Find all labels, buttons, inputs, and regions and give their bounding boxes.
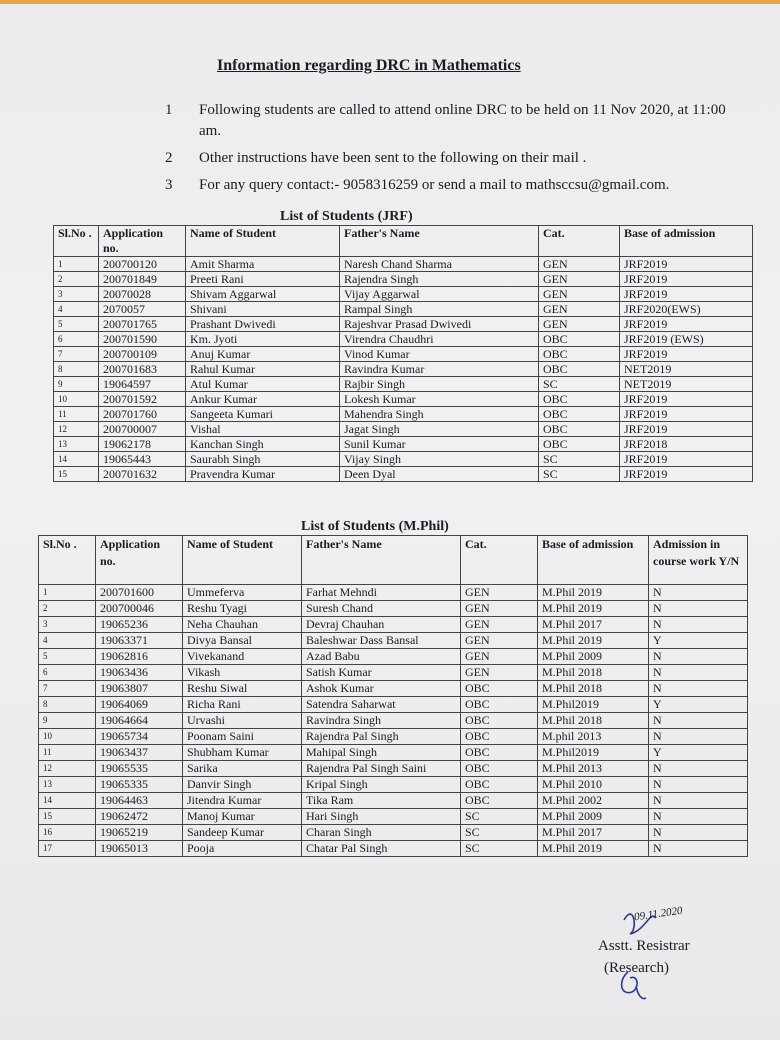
table-cell: Satish Kumar	[302, 665, 461, 681]
table-cell: Vikash	[183, 665, 302, 681]
table-cell: Lokesh Kumar	[340, 392, 539, 407]
table-cell: 13	[39, 777, 96, 793]
instruction-item	[165, 148, 745, 169]
table-row	[39, 809, 748, 825]
table-cell: OBC	[539, 332, 620, 347]
table-cell: JRF2019	[620, 347, 753, 362]
column-header: Name of Student	[186, 226, 340, 257]
table-cell: M.Phil 2009	[538, 809, 649, 825]
table-cell: 5	[39, 649, 96, 665]
table-cell: M.phil 2013	[538, 729, 649, 745]
table-cell: Rajbir Singh	[340, 377, 539, 392]
table-cell: Y	[649, 745, 748, 761]
table-row	[54, 347, 753, 362]
table-row	[39, 649, 748, 665]
table-cell: N	[649, 777, 748, 793]
table-cell: 17	[39, 841, 96, 857]
table-cell: JRF2020(EWS)	[620, 302, 753, 317]
table-cell: 19065236	[96, 617, 183, 633]
instruction-number: 1	[165, 102, 173, 118]
table-cell: N	[649, 825, 748, 841]
column-header: Cat.	[539, 226, 620, 257]
table-cell: 200701760	[99, 407, 186, 422]
table-cell: 200701600	[96, 585, 183, 601]
table-cell: M.Phil2019	[538, 745, 649, 761]
table-cell: SC	[461, 809, 538, 825]
table-cell: 1	[54, 257, 99, 272]
table-cell: Naresh Chand Sharma	[340, 257, 539, 272]
table-cell: Vishal	[186, 422, 340, 437]
table-cell: JRF2019	[620, 257, 753, 272]
table-cell: Y	[649, 633, 748, 649]
table-cell: N	[649, 761, 748, 777]
table-cell: 19062178	[99, 437, 186, 452]
table-cell: 19065734	[96, 729, 183, 745]
table-cell: SC	[461, 825, 538, 841]
table-cell: Pooja	[183, 841, 302, 857]
table-cell: SC	[539, 467, 620, 482]
table-cell: 19063371	[96, 633, 183, 649]
signatory-designation	[598, 935, 690, 979]
table-cell: Rajendra Pal Singh Saini	[302, 761, 461, 777]
table-cell: N	[649, 665, 748, 681]
table-cell: OBC	[539, 362, 620, 377]
table-cell: Ravindra Singh	[302, 713, 461, 729]
table-cell: OBC	[461, 761, 538, 777]
table-row	[39, 681, 748, 697]
table-cell: Richa Rani	[183, 697, 302, 713]
table-row	[54, 302, 753, 317]
column-header: Application no.	[99, 226, 186, 257]
table-cell: Urvashi	[183, 713, 302, 729]
table-cell: Satendra Saharwat	[302, 697, 461, 713]
table-row	[54, 287, 753, 302]
table-cell: OBC	[539, 407, 620, 422]
column-header: Father's Name	[302, 536, 461, 585]
table-cell: Y	[649, 697, 748, 713]
table-row	[39, 745, 748, 761]
table-cell: Tika Ram	[302, 793, 461, 809]
table-cell: 19063436	[96, 665, 183, 681]
table-cell: Prashant Dwivedi	[186, 317, 340, 332]
table-cell: OBC	[461, 713, 538, 729]
table-cell: JRF2019	[620, 272, 753, 287]
table-cell: 1	[39, 585, 96, 601]
document-title: Information regarding DRC in Mathematics	[217, 57, 521, 74]
table-cell: Deen Dyal	[340, 467, 539, 482]
column-header: Base of admission	[620, 226, 753, 257]
table-cell: 2070057	[99, 302, 186, 317]
table-cell: 200701592	[99, 392, 186, 407]
table-cell: 19064463	[96, 793, 183, 809]
table-cell: JRF2019	[620, 287, 753, 302]
table-cell: OBC	[461, 697, 538, 713]
table-cell: M.Phil 2019	[538, 601, 649, 617]
table-cell: Sangeeta Kumari	[186, 407, 340, 422]
table-cell: JRF2018	[620, 437, 753, 452]
table-cell: 14	[39, 793, 96, 809]
table-cell: N	[649, 601, 748, 617]
column-header: Admission in course work Y/N	[649, 536, 748, 585]
table-cell: GEN	[461, 585, 538, 601]
table-cell: N	[649, 649, 748, 665]
table-row	[39, 665, 748, 681]
table-header-row	[39, 536, 748, 585]
table-cell: Suresh Chand	[302, 601, 461, 617]
table-cell: 6	[54, 332, 99, 347]
instruction-text: For any query contact:- 9058316259 or send a mail to mathsccsu@gmail.com.	[199, 177, 670, 193]
table-row	[39, 585, 748, 601]
table-cell: Divya Bansal	[183, 633, 302, 649]
table-header-row	[54, 226, 753, 257]
table-cell: N	[649, 841, 748, 857]
table-cell: M.Phil 2018	[538, 665, 649, 681]
table-cell: Ashok Kumar	[302, 681, 461, 697]
table-cell: 2	[39, 601, 96, 617]
table-cell: OBC	[539, 437, 620, 452]
table-cell: OBC	[461, 681, 538, 697]
table-cell: Vinod Kumar	[340, 347, 539, 362]
table-cell: GEN	[461, 601, 538, 617]
table-cell: 19062472	[96, 809, 183, 825]
table-row	[54, 272, 753, 287]
table-cell: Rahul Kumar	[186, 362, 340, 377]
table-cell: M.Phil 2019	[538, 585, 649, 601]
table-cell: M.Phil 2009	[538, 649, 649, 665]
table-cell: M.Phil2019	[538, 697, 649, 713]
table-cell: GEN	[461, 633, 538, 649]
table-cell: 5	[54, 317, 99, 332]
table-cell: M.Phil 2010	[538, 777, 649, 793]
table-cell: Preeti Rani	[186, 272, 340, 287]
table-row	[39, 633, 748, 649]
table-cell: Azad Babu	[302, 649, 461, 665]
table-cell: 19063807	[96, 681, 183, 697]
table-cell: Baleshwar Dass Bansal	[302, 633, 461, 649]
table-cell: Vijay Singh	[340, 452, 539, 467]
table-cell: Mahipal Singh	[302, 745, 461, 761]
table-row	[39, 713, 748, 729]
table-cell: Sandeep Kumar	[183, 825, 302, 841]
instruction-item	[165, 100, 745, 142]
table-cell: GEN	[461, 649, 538, 665]
column-header: Father's Name	[340, 226, 539, 257]
designation-line: Asstt. Resistrar	[598, 938, 690, 954]
background-edge	[0, 0, 780, 4]
table-cell: M.Phil 2019	[538, 841, 649, 857]
table-cell: 9	[39, 713, 96, 729]
table-cell: 2	[54, 272, 99, 287]
table-cell: Saurabh Singh	[186, 452, 340, 467]
table-cell: 8	[39, 697, 96, 713]
table-cell: Pravendra Kumar	[186, 467, 340, 482]
table-cell: GEN	[539, 257, 620, 272]
table-cell: 15	[54, 467, 99, 482]
table-cell: JRF2019	[620, 317, 753, 332]
table-row	[39, 617, 748, 633]
column-header: Application no.	[96, 536, 183, 585]
table-cell: Reshu Tyagi	[183, 601, 302, 617]
table-cell: 19065443	[99, 452, 186, 467]
table-row	[54, 437, 753, 452]
table-cell: Chatar Pal Singh	[302, 841, 461, 857]
table-cell: 3	[39, 617, 96, 633]
table-cell: Devraj Chauhan	[302, 617, 461, 633]
instruction-text: Other instructions have been sent to the following on their mail .	[199, 150, 587, 166]
table-cell: Rampal Singh	[340, 302, 539, 317]
table-cell: Virendra Chaudhri	[340, 332, 539, 347]
table-row	[54, 332, 753, 347]
table-row	[39, 793, 748, 809]
table-cell: GEN	[461, 617, 538, 633]
table-cell: 11	[39, 745, 96, 761]
table-cell: Shivani	[186, 302, 340, 317]
table-cell: 12	[54, 422, 99, 437]
column-header: Name of Student	[183, 536, 302, 585]
table-cell: 4	[54, 302, 99, 317]
table-cell: Kripal Singh	[302, 777, 461, 793]
table-cell: M.Phil 2002	[538, 793, 649, 809]
table-cell: Sunil Kumar	[340, 437, 539, 452]
table-cell: 20070028	[99, 287, 186, 302]
table-cell: SC	[539, 452, 620, 467]
table-cell: Danvir Singh	[183, 777, 302, 793]
signature-date: 09.11.2020	[633, 904, 684, 924]
table-cell: NET2019	[620, 362, 753, 377]
table-cell: 7	[39, 681, 96, 697]
table-cell: 12	[39, 761, 96, 777]
table-cell: M.Phil 2018	[538, 713, 649, 729]
table-cell: GEN	[539, 302, 620, 317]
table-cell: N	[649, 729, 748, 745]
table-cell: 200701683	[99, 362, 186, 377]
table-cell: OBC	[461, 745, 538, 761]
table-cell: 11	[54, 407, 99, 422]
table-cell: Hari Singh	[302, 809, 461, 825]
table-cell: Reshu Siwal	[183, 681, 302, 697]
table-cell: 3	[54, 287, 99, 302]
table-row	[54, 392, 753, 407]
table-cell: N	[649, 617, 748, 633]
table-cell: Mahendra Singh	[340, 407, 539, 422]
table-cell: 16	[39, 825, 96, 841]
table-cell: M.Phil 2018	[538, 681, 649, 697]
table-row	[54, 422, 753, 437]
table-cell: 19064664	[96, 713, 183, 729]
table-cell: Vivekanand	[183, 649, 302, 665]
table-cell: Charan Singh	[302, 825, 461, 841]
table-cell: 19064597	[99, 377, 186, 392]
table-cell: 19065013	[96, 841, 183, 857]
table-cell: M.Phil 2019	[538, 633, 649, 649]
table-cell: 200700120	[99, 257, 186, 272]
table-row	[54, 317, 753, 332]
table-cell: 19065535	[96, 761, 183, 777]
table-cell: M.Phil 2017	[538, 617, 649, 633]
column-header: Base of admission	[538, 536, 649, 585]
table-row	[39, 729, 748, 745]
table-cell: 200701590	[99, 332, 186, 347]
table-cell: GEN	[539, 287, 620, 302]
table-cell: 19065219	[96, 825, 183, 841]
table-cell: 200700109	[99, 347, 186, 362]
table-cell: 9	[54, 377, 99, 392]
table-cell: Atul Kumar	[186, 377, 340, 392]
table-row	[54, 407, 753, 422]
table-cell: JRF2019	[620, 407, 753, 422]
table-row	[39, 841, 748, 857]
table-cell: OBC	[539, 347, 620, 362]
table-cell: Jagat Singh	[340, 422, 539, 437]
table-cell: 13	[54, 437, 99, 452]
instruction-item	[165, 175, 745, 196]
table-cell: JRF2019	[620, 392, 753, 407]
table-row	[39, 777, 748, 793]
table-cell: Jitendra Kumar	[183, 793, 302, 809]
table-row	[39, 601, 748, 617]
table-cell: M.Phil 2013	[538, 761, 649, 777]
mphil-students-table	[38, 535, 748, 857]
table-cell: Shivam Aggarwal	[186, 287, 340, 302]
table-cell: Ankur Kumar	[186, 392, 340, 407]
table-cell: 200700007	[99, 422, 186, 437]
table-cell: Vijay Aggarwal	[340, 287, 539, 302]
table-cell: 19064069	[96, 697, 183, 713]
table-cell: Ravindra Kumar	[340, 362, 539, 377]
table-cell: 6	[39, 665, 96, 681]
table-cell: Sarika	[183, 761, 302, 777]
table-cell: OBC	[461, 793, 538, 809]
column-header: Cat.	[461, 536, 538, 585]
table-cell: N	[649, 585, 748, 601]
table-row	[54, 467, 753, 482]
table-cell: JRF2019	[620, 467, 753, 482]
table-cell: Rajeshvar Prasad Dwivedi	[340, 317, 539, 332]
table-cell: 7	[54, 347, 99, 362]
table-row	[54, 452, 753, 467]
table-cell: M.Phil 2017	[538, 825, 649, 841]
instruction-list	[165, 100, 745, 202]
table-cell: GEN	[539, 272, 620, 287]
table-row	[54, 257, 753, 272]
table-cell: Km. Jyoti	[186, 332, 340, 347]
table-cell: Rajendra Pal Singh	[302, 729, 461, 745]
table-cell: Poonam Saini	[183, 729, 302, 745]
designation-line: (Research)	[604, 960, 669, 976]
table-cell: JRF2019	[620, 422, 753, 437]
table-cell: 200701765	[99, 317, 186, 332]
table-cell: 15	[39, 809, 96, 825]
table-cell: 19065335	[96, 777, 183, 793]
table-cell: OBC	[539, 422, 620, 437]
instruction-text: Following students are called to attend online DRC to be held on 11 Nov 2020, at 11:00 am.	[199, 102, 726, 139]
table-row	[54, 362, 753, 377]
column-header: Sl.No .	[54, 226, 99, 257]
table-cell: SC	[461, 841, 538, 857]
table-cell: 10	[39, 729, 96, 745]
table-row	[54, 377, 753, 392]
table-cell: GEN	[461, 665, 538, 681]
instruction-number: 3	[165, 177, 173, 193]
table-cell: 200701632	[99, 467, 186, 482]
table-cell: Manoj Kumar	[183, 809, 302, 825]
table-cell: Amit Sharma	[186, 257, 340, 272]
column-header: Sl.No .	[39, 536, 96, 585]
table-row	[39, 697, 748, 713]
table-cell: 19062816	[96, 649, 183, 665]
table-cell: N	[649, 793, 748, 809]
table-cell: GEN	[539, 317, 620, 332]
table-cell: Ummeferva	[183, 585, 302, 601]
table-cell: 4	[39, 633, 96, 649]
table-cell: Anuj Kumar	[186, 347, 340, 362]
jrf-table-title: List of Students (JRF)	[280, 209, 413, 224]
table-cell: SC	[539, 377, 620, 392]
table-cell: N	[649, 809, 748, 825]
table-cell: 200700046	[96, 601, 183, 617]
table-cell: 8	[54, 362, 99, 377]
table-cell: Neha Chauhan	[183, 617, 302, 633]
table-cell: 200701849	[99, 272, 186, 287]
table-cell: JRF2019	[620, 452, 753, 467]
table-cell: NET2019	[620, 377, 753, 392]
table-cell: Shubham Kumar	[183, 745, 302, 761]
table-row	[39, 761, 748, 777]
table-row	[39, 825, 748, 841]
table-cell: Farhat Mehndi	[302, 585, 461, 601]
table-cell: Rajendra Singh	[340, 272, 539, 287]
jrf-students-table	[53, 225, 753, 482]
table-cell: OBC	[461, 777, 538, 793]
instruction-number: 2	[165, 150, 173, 166]
mphil-table-title: List of Students (M.Phil)	[301, 519, 449, 534]
table-cell: OBC	[461, 729, 538, 745]
table-cell: N	[649, 681, 748, 697]
table-cell: JRF2019 (EWS)	[620, 332, 753, 347]
table-cell: 14	[54, 452, 99, 467]
table-cell: N	[649, 713, 748, 729]
table-cell: 10	[54, 392, 99, 407]
table-cell: 19063437	[96, 745, 183, 761]
table-cell: OBC	[539, 392, 620, 407]
table-cell: Kanchan Singh	[186, 437, 340, 452]
